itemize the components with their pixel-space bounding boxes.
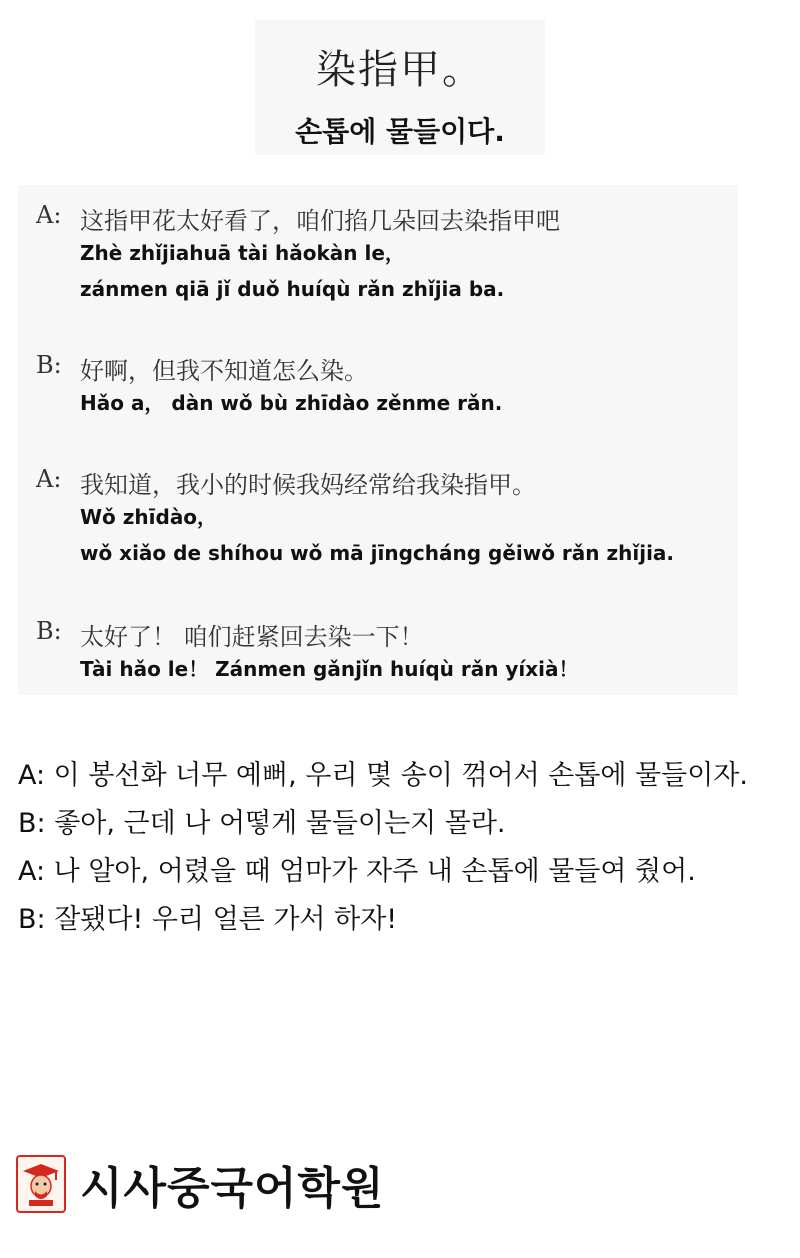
pinyin-line: Wǒ zhīdào，: [80, 505, 218, 529]
chinese-line: 好啊，但我不知道怎么染。: [80, 357, 368, 385]
korean-line: A: 이 봉선화 너무 예뻐, 우리 몇 송이 꺾어서 손톱에 물들이자.: [18, 760, 748, 791]
chinese-line: 我知道，我小的时候我妈经常给我染指甲。: [80, 471, 536, 499]
speaker-label: A:: [36, 201, 62, 229]
title-korean: 손톱에 물들이다.: [295, 115, 505, 148]
speaker-label: A:: [36, 465, 62, 493]
brand-name: 시사중국어학원: [80, 1163, 385, 1214]
pinyin-line: wǒ xiǎo de shíhou wǒ mā jīngcháng gěiwǒ rǎn zhǐjia.: [80, 541, 675, 565]
pinyin-line: Tài hǎo le！ Zánmen gǎnjǐn huíqù rǎn yíxià！: [80, 657, 579, 681]
pinyin-line: zánmen qiā jǐ duǒ huíqù rǎn zhǐjia ba.: [80, 277, 505, 301]
dialogue-turn-1: [18, 201, 738, 307]
title-block: [255, 20, 545, 155]
dialogue-turn-3: [18, 465, 738, 571]
pinyin-line: Hǎo a， dàn wǒ bù zhīdào zěnme rǎn.: [80, 391, 503, 415]
dialogue-turn-4: [18, 617, 738, 687]
korean-translation: [18, 752, 788, 944]
dialogue-panel: [18, 185, 738, 695]
speaker-label: B:: [36, 351, 62, 379]
korean-line: B: 잘됐다! 우리 얼른 가서 하자!: [18, 904, 398, 935]
pinyin-line: Zhè zhǐjiahuā tài hǎokàn le，: [80, 241, 405, 265]
dialogue-turn-2: [18, 351, 738, 421]
chinese-line: 太好了！ 咱们赶紧回去染一下！: [80, 623, 424, 651]
speaker-label: B:: [36, 617, 62, 645]
korean-line: B: 좋아, 근데 나 어떻게 물들이는지 몰라.: [18, 808, 506, 839]
scholar-logo-icon: [16, 1155, 66, 1213]
korean-line: A: 나 알아, 어렸을 때 엄마가 자주 내 손톱에 물들여 줬어.: [18, 856, 696, 887]
chinese-line: 这指甲花太好看了，咱们掐几朵回去染指甲吧: [80, 207, 560, 235]
brand-logo: [16, 1152, 385, 1216]
title-chinese: 染指甲。: [316, 47, 484, 93]
